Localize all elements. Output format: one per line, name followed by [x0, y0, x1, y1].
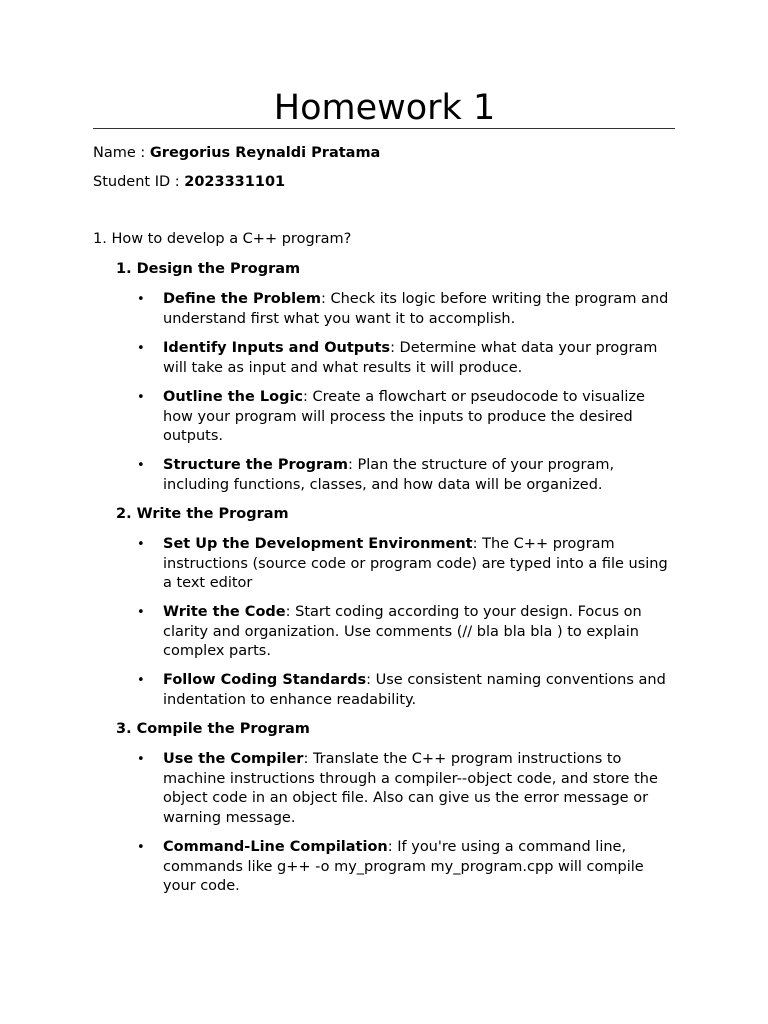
name-value: Gregorius Reynaldi Pratama [149, 145, 381, 161]
item-text: : Plan the structure of your program, including functions, classes, and how data will be organized. [163, 457, 615, 493]
item-text: : Create a flowchart or pseudocode to visualize how your program will process the inputs to produce the desired outputs. [163, 389, 645, 445]
bullet-icon: • [137, 458, 145, 473]
bullet-icon: • [137, 752, 145, 767]
student-id-label: Student ID : [93, 174, 185, 190]
bullet-icon: • [137, 341, 145, 356]
bullet-icon: • [137, 605, 145, 620]
section-heading-design: 1. Design the Program [116, 261, 301, 277]
section-heading-compile: 3. Compile the Program [116, 721, 310, 737]
item-term: Structure the Program [163, 457, 349, 473]
list-item [137, 750, 676, 828]
name-label: Name : [93, 145, 150, 161]
question-heading: 1. How to develop a C++ program? [93, 231, 352, 247]
item-term: Set Up the Development Environment [163, 536, 473, 552]
list-item [137, 456, 676, 495]
item-term: Follow Coding Standards [163, 672, 367, 688]
list-item [137, 671, 676, 710]
item-text: : Check its logic before writing the program and understand first what you want it to accomplish. [163, 291, 669, 327]
item-text: : Use consistent naming conventions and indentation to enhance readability. [163, 672, 666, 708]
item-text: : Translate the C++ program instructions to machine instructions through a compiler--object code, and store the object code in an object file. Also can give us the error message or warning message. [163, 751, 658, 826]
item-text: : The C++ program instructions (source code or program code) are typed into a file using a text editor [163, 536, 668, 592]
bullet-icon: • [137, 840, 145, 855]
bullet-icon: • [137, 292, 145, 307]
bullet-icon: • [137, 673, 145, 688]
item-term: Outline the Logic [163, 389, 304, 405]
bullet-icon: • [137, 537, 145, 552]
list-item [137, 838, 676, 897]
list-item [137, 603, 676, 662]
student-name-line [93, 143, 380, 163]
item-term: Command-Line Compilation [163, 839, 388, 855]
document-title: Homework 1 [273, 88, 496, 128]
item-term: Identify Inputs and Outputs [163, 340, 391, 356]
item-text: : If you're using a command line, commands like g++ -o my_program my_program.cpp will compile your code. [163, 839, 644, 895]
list-item [137, 535, 676, 594]
item-text: : Start coding according to your design. Focus on clarity and organization. Use comments (// bla bla bla ) to explain complex parts. [163, 604, 642, 660]
section-heading-write: 2. Write the Program [116, 506, 289, 522]
item-text: : Determine what data your program will take as input and what results it will produce. [163, 340, 658, 376]
student-id-line [93, 172, 285, 192]
student-id-value: 2023331101 [184, 174, 286, 190]
item-term: Use the Compiler [163, 751, 304, 767]
item-term: Write the Code [163, 604, 286, 620]
title-divider [93, 128, 675, 129]
item-term: Define the Problem [163, 291, 321, 307]
list-item [137, 290, 676, 329]
list-item [137, 339, 676, 378]
list-item [137, 388, 676, 447]
bullet-icon: • [137, 390, 145, 405]
